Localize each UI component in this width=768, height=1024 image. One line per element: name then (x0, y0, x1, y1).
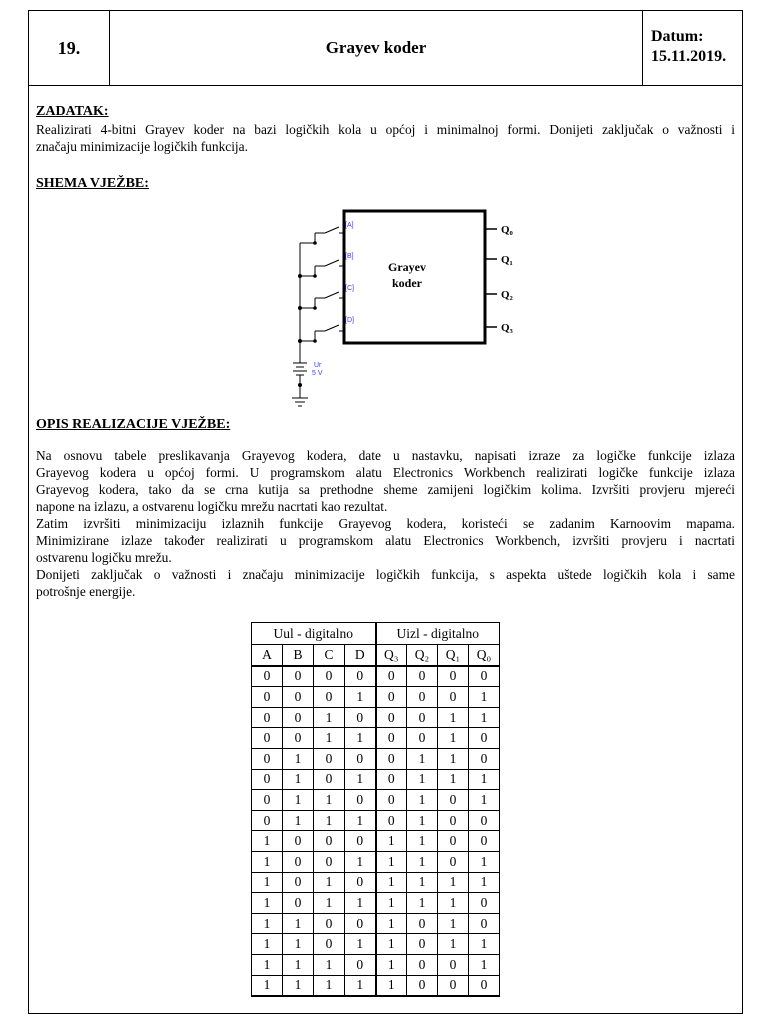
opis-line: ostvarenu logičku mrežu. (36, 550, 172, 565)
table-cell: 1 (469, 790, 500, 811)
table-cell: 0 (345, 872, 376, 893)
table-cell: 0 (469, 666, 500, 687)
table-cell: 1 (438, 769, 469, 790)
table-row (252, 913, 500, 934)
table-cell: 1 (252, 975, 283, 996)
opis-line: potrošnje energije. (36, 584, 136, 599)
table-cell: 1 (438, 707, 469, 728)
table-cell: 0 (438, 687, 469, 708)
table-cell: 1 (252, 872, 283, 893)
table-cell: 0 (469, 831, 500, 852)
table-cell: 1 (469, 707, 500, 728)
input-b-label: [B] (345, 253, 354, 260)
table-cell: 1 (438, 913, 469, 934)
shema-heading: SHEMA VJEŽBE: (36, 176, 149, 191)
table-cell: 0 (252, 748, 283, 769)
table-cell: 1 (314, 728, 345, 749)
table-cell: 0 (345, 666, 376, 687)
table-cell: 0 (314, 851, 345, 872)
table-cell: 0 (283, 851, 314, 872)
table-cell: 1 (314, 893, 345, 914)
table-cell: 1 (283, 913, 314, 934)
gray-code-truth-table (251, 622, 500, 997)
table-cell: 0 (438, 851, 469, 872)
table-cell: 1 (469, 687, 500, 708)
table-cell: 0 (438, 790, 469, 811)
table-cell: 1 (345, 851, 376, 872)
opis-line: Grayevog kodera u općoj formi. U programskom alatu Electronics Workbench realizirati logičke funkcije izlaza (36, 465, 735, 480)
table-cell: 1 (283, 975, 314, 996)
table-cell: 1 (252, 913, 283, 934)
table-cell: 0 (407, 666, 438, 687)
table-row (252, 934, 500, 955)
table-row (252, 728, 500, 749)
table-cell: 0 (469, 728, 500, 749)
table-cell: 1 (438, 748, 469, 769)
input-wiring (292, 227, 344, 406)
table-cell: 1 (469, 851, 500, 872)
opis-line: Grayevog kodera, tako da se crna kutija sa prethodne sheme zamijeni logičkim kolima. Izvršiti provjeru mjereći (36, 482, 735, 497)
table-cell: 0 (376, 687, 407, 708)
table-cell: 1 (283, 954, 314, 975)
output-q0-label: Q₀ (501, 224, 513, 236)
table-cell: 0 (407, 954, 438, 975)
opis-line: Donijeti zaključak o važnosti i značaju minimizacije logičkih funkcija, s aspekta uštede logičkih kola i same (36, 567, 735, 582)
table-group-output: Uizl - digitalno (376, 623, 500, 645)
table-cell: 0 (376, 728, 407, 749)
table-row (252, 810, 500, 831)
table-cell: 1 (407, 851, 438, 872)
table-cell: 1 (438, 893, 469, 914)
table-row (252, 975, 500, 996)
column-header: Q₁ (438, 645, 469, 666)
table-row (252, 687, 500, 708)
table-cell: 0 (407, 687, 438, 708)
opis-line: napone na izlazu, a ostvarenu logičku mrežu nacrtati kao rezultat. (36, 499, 388, 514)
table-cell: 0 (283, 687, 314, 708)
table-cell: 0 (314, 913, 345, 934)
table-cell: 1 (252, 831, 283, 852)
table-cell: 1 (469, 934, 500, 955)
table-cell: 1 (407, 748, 438, 769)
table-cell: 0 (469, 913, 500, 934)
table-cell: 0 (438, 954, 469, 975)
table-row (252, 769, 500, 790)
table-cell: 1 (376, 954, 407, 975)
table-cell: 1 (314, 872, 345, 893)
table-row (252, 831, 500, 852)
table-cell: 1 (376, 893, 407, 914)
encoder-box-label-2: koder (392, 276, 422, 290)
table-cell: 0 (376, 666, 407, 687)
encoder-box-label-1: Grayev (388, 260, 426, 274)
zadatak-line: značaju minimizacije logičkih funkcija. (36, 139, 248, 154)
table-cell: 0 (407, 728, 438, 749)
table-row (252, 872, 500, 893)
table-cell: 0 (314, 687, 345, 708)
opis-line: Zatim izvršiti minimizaciju izlaznih funkcije Grayevog kodera, koristeći se zadanim Karnoovim mapama. (36, 516, 735, 531)
table-cell: 0 (283, 893, 314, 914)
table-cell: 0 (376, 748, 407, 769)
date-value: 15.11.2019. (651, 48, 727, 65)
table-cell: 0 (469, 975, 500, 996)
input-c-label: [C] (345, 285, 354, 292)
table-cell: 1 (376, 975, 407, 996)
table-cell: 1 (376, 831, 407, 852)
source-label-1: Ur (314, 362, 322, 369)
table-cell: 0 (407, 934, 438, 955)
table-cell: 1 (376, 934, 407, 955)
table-cell: 1 (345, 810, 376, 831)
table-cell: 1 (438, 872, 469, 893)
column-header: Q₃ (376, 645, 407, 666)
table-cell: 0 (252, 810, 283, 831)
table-cell: 0 (376, 810, 407, 831)
table-cell: 0 (314, 666, 345, 687)
table-group-input: Uul - digitalno (252, 623, 376, 645)
opis-heading: OPIS REALIZACIJE VJEŽBE: (36, 417, 231, 432)
source-label-2: 5 V (312, 370, 323, 377)
table-cell: 0 (252, 687, 283, 708)
table-cell: 0 (314, 748, 345, 769)
table-row (252, 954, 500, 975)
table-cell: 1 (345, 975, 376, 996)
table-cell: 0 (252, 666, 283, 687)
zadatak-text (36, 121, 735, 155)
zadatak-heading: ZADATAK: (36, 104, 109, 119)
table-row (252, 748, 500, 769)
table-cell: 0 (407, 975, 438, 996)
table-cell: 0 (283, 728, 314, 749)
table-cell: 1 (252, 851, 283, 872)
table-cell: 1 (314, 810, 345, 831)
table-cell: 0 (252, 790, 283, 811)
table-cell: 0 (469, 893, 500, 914)
table-cell: 1 (407, 893, 438, 914)
table-cell: 1 (407, 831, 438, 852)
table-cell: 1 (438, 934, 469, 955)
table-cell: 0 (283, 666, 314, 687)
table-cell: 0 (376, 769, 407, 790)
table-cell: 0 (345, 707, 376, 728)
table-cell: 1 (314, 954, 345, 975)
table-cell: 0 (438, 831, 469, 852)
zadatak-line: Realizirati 4-bitni Grayev koder na bazi logičkih kola u općoj i minimalnoj formi. Donijeti zaključak o važnosti i (36, 122, 735, 137)
table-cell: 0 (252, 769, 283, 790)
table-cell: 0 (469, 810, 500, 831)
table-cell: 1 (314, 790, 345, 811)
table-cell: 0 (314, 831, 345, 852)
table-cell: 0 (438, 666, 469, 687)
table-cell: 0 (345, 748, 376, 769)
circuit-schematic (255, 203, 555, 413)
column-header: B (283, 645, 314, 666)
table-cell: 1 (345, 934, 376, 955)
table-body (252, 666, 500, 997)
table-cell: 0 (438, 975, 469, 996)
exercise-number: 19. (29, 11, 110, 85)
column-header: D (345, 645, 376, 666)
column-header: Q₀ (469, 645, 500, 666)
table-cell: 1 (438, 728, 469, 749)
opis-line: Minimizirane izlaze također realizirati u programskom alatu Electronics Workbench, izvršiti provjeru i nacrtati (36, 533, 735, 548)
output-lines (485, 229, 497, 327)
header-table (29, 11, 742, 86)
table-cell: 1 (407, 769, 438, 790)
opis-text (36, 447, 735, 600)
table-cell: 1 (469, 769, 500, 790)
table-row (252, 666, 500, 687)
table-cell: 1 (252, 893, 283, 914)
table-cell: 0 (345, 954, 376, 975)
table-cell: 1 (376, 872, 407, 893)
table-row (252, 893, 500, 914)
table-cell: 1 (283, 748, 314, 769)
table-cell: 0 (314, 934, 345, 955)
output-q2-label: Q₂ (501, 289, 513, 301)
table-cell: 0 (314, 769, 345, 790)
table-cell: 0 (376, 707, 407, 728)
date-label: Datum: (651, 28, 704, 45)
table-cell: 0 (345, 831, 376, 852)
input-d-label: [D] (345, 317, 354, 324)
table-cell: 1 (283, 790, 314, 811)
table-cell: 0 (345, 790, 376, 811)
opis-line: Na osnovu tabele preslikavanja Grayevog kodera, date u nastavku, napisati izraze za logičke funkcije izlaza (36, 448, 735, 463)
table-cell: 0 (438, 810, 469, 831)
table-cell: 1 (283, 810, 314, 831)
table-cell: 0 (252, 707, 283, 728)
table-cell: 0 (283, 707, 314, 728)
table-cell: 1 (314, 975, 345, 996)
table-cell: 1 (345, 687, 376, 708)
column-header: A (252, 645, 283, 666)
document-page (28, 10, 743, 1014)
table-cell: 0 (469, 748, 500, 769)
table-cell: 1 (407, 872, 438, 893)
table-cell: 1 (283, 769, 314, 790)
table-row (252, 707, 500, 728)
table-cell: 1 (407, 790, 438, 811)
table-cell: 0 (252, 728, 283, 749)
table-cell: 1 (376, 913, 407, 934)
output-q1-label: Q₁ (501, 254, 513, 266)
table-cell: 1 (407, 810, 438, 831)
output-q3-label: Q₃ (501, 322, 513, 334)
table-cell: 1 (469, 872, 500, 893)
table-row (252, 851, 500, 872)
table-cell: 0 (407, 707, 438, 728)
table-cell: 1 (376, 851, 407, 872)
table-cell: 0 (345, 913, 376, 934)
table-cell: 1 (252, 954, 283, 975)
table-cell: 1 (345, 893, 376, 914)
table-row (252, 790, 500, 811)
table-cell: 1 (252, 934, 283, 955)
column-header: C (314, 645, 345, 666)
table-cell: 1 (345, 769, 376, 790)
date-block (651, 27, 726, 67)
table-cell: 0 (283, 831, 314, 852)
table-cell: 1 (314, 707, 345, 728)
exercise-title: Grayev koder (110, 11, 643, 85)
table-column-headers (252, 645, 500, 666)
column-header: Q₂ (407, 645, 438, 666)
table-cell: 1 (345, 728, 376, 749)
input-a-label: [A] (345, 222, 354, 229)
table-cell: 0 (407, 913, 438, 934)
table-cell: 0 (376, 790, 407, 811)
table-cell: 1 (469, 954, 500, 975)
table-cell: 0 (283, 872, 314, 893)
table-cell: 1 (283, 934, 314, 955)
